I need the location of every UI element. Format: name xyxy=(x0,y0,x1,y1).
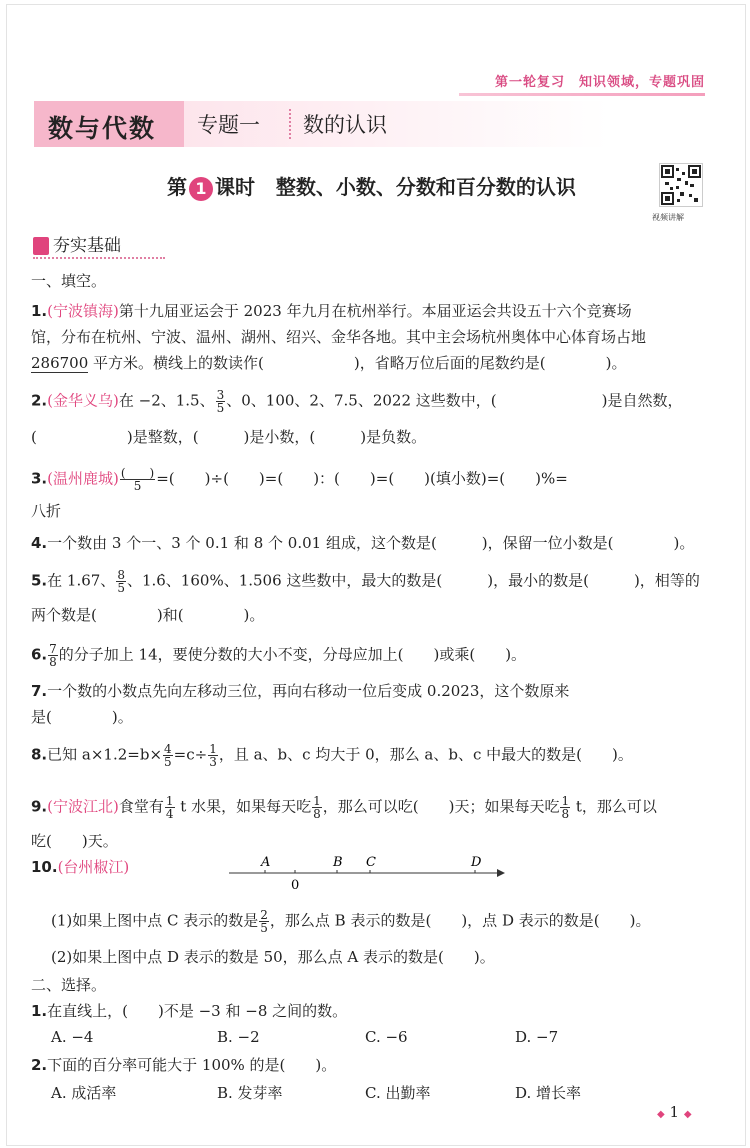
q9-fraction1 xyxy=(165,795,175,820)
q9-line1 xyxy=(31,795,657,820)
q9-frac1-num: 1 xyxy=(165,794,174,808)
q1-number: 1. xyxy=(31,302,48,320)
p2-q1-option-c: C. −6 xyxy=(365,1028,408,1046)
q9-text-d: t，那么可以 xyxy=(571,797,657,816)
q3-text2: 八折 xyxy=(31,502,62,520)
q9-source: (宁波江北) xyxy=(47,797,119,816)
lesson-topic: 整数、小数、分数和百分数的认识 xyxy=(275,175,576,199)
section-title: 夯实基础 xyxy=(53,236,121,256)
q2-frac-den: 5 xyxy=(216,401,225,415)
q10-sub1-b: ，那么点 B 表示的数是( )，点 D 表示的数是( )。 xyxy=(269,911,651,930)
q9-number: 9. xyxy=(31,797,48,816)
q5-number: 5. xyxy=(31,571,48,590)
q2-line1 xyxy=(31,389,682,414)
q8-fraction1 xyxy=(163,743,173,768)
label-zero: 0 xyxy=(291,878,300,893)
header-rule xyxy=(459,93,705,96)
q8-frac2-den: 3 xyxy=(209,755,217,769)
q5-line1 xyxy=(31,569,700,594)
q3-line1 xyxy=(31,467,568,492)
q4-text: 一个数由 3 个一、3 个 0.1 和 8 个 0.01 组成，这个数是( )，保留一位小数是( )。 xyxy=(47,534,695,552)
q2-fraction xyxy=(216,389,226,414)
q4-number: 4. xyxy=(31,534,48,552)
q10-sub2: (2)如果上图中点 D 表示的数是 50，那么点 A 表示的数是( )。 xyxy=(51,948,495,966)
q2-text2: ( )是整数，( )是小数，( )是负数。 xyxy=(31,428,427,446)
q8-frac1-den: 5 xyxy=(164,755,172,769)
q3-frac-num: ( ) xyxy=(120,466,155,480)
q8-frac1-num: 4 xyxy=(164,742,172,756)
label-a: A xyxy=(261,855,271,870)
lesson-prefix: 第 xyxy=(167,175,187,199)
q10-source: (台州椒江) xyxy=(57,858,130,876)
q8-frac2-num: 1 xyxy=(209,742,217,756)
lesson-title xyxy=(167,171,576,201)
topic-separator xyxy=(289,109,291,139)
q5-frac-num: 8 xyxy=(117,568,125,582)
q3-number: 3. xyxy=(31,469,48,488)
q9-frac2-den: 8 xyxy=(313,807,321,821)
p2-q2-line xyxy=(31,1055,336,1075)
p2-q2-text: 下面的百分率可能大于 100% 的是( )。 xyxy=(47,1056,337,1074)
q5-text1b: 、1.6̇、160%、1.506 这些数中，最大的数是( )，最小的数是( )，相等的 xyxy=(126,571,700,590)
q10-frac-den: 5 xyxy=(260,921,268,935)
q1-text2: 馆，分布在杭州、宁波、温州、湖州、绍兴、金华各地。其中主会场杭州奥体中心体育场占地 xyxy=(31,328,647,346)
q3-fraction xyxy=(120,467,155,492)
q6-frac-den: 8 xyxy=(49,655,57,669)
q2-frac-num: 3 xyxy=(216,388,225,402)
label-b: B xyxy=(333,855,343,870)
p2-q1-option-b: B. −2 xyxy=(217,1028,260,1046)
p2-q2-option-d: D. 增长率 xyxy=(515,1084,582,1102)
q10-sub1 xyxy=(51,909,650,934)
q5-text2: 两个数是( )和( )。 xyxy=(31,606,265,624)
number-line xyxy=(227,853,517,895)
chapter-box xyxy=(34,101,184,147)
p2-q2-option-a: A. 成活率 xyxy=(51,1084,117,1102)
q9-text-a: 食堂有 xyxy=(118,797,164,816)
q5-frac-den: 5 xyxy=(117,581,125,595)
qr-label: 视频讲解 xyxy=(652,213,684,222)
q8-number: 8. xyxy=(31,745,48,764)
page-number-value: 1 xyxy=(669,1103,680,1121)
topic-name: 数的认识 xyxy=(303,113,387,137)
q10-number: 10. xyxy=(31,858,58,876)
label-c: C xyxy=(366,855,376,870)
q8-fraction2 xyxy=(208,743,218,768)
q8-text-b: =c÷ xyxy=(173,745,208,764)
p2-q1-option-a: A. −4 xyxy=(51,1028,94,1046)
p2-q1-text: 在直线上，( )不是 −3 和 −8 之间的数。 xyxy=(47,1002,348,1020)
q3-frac-den: 5 xyxy=(133,479,142,493)
q7-text2: 是( )。 xyxy=(31,708,133,726)
q1-line3 xyxy=(31,353,626,373)
q9-frac2-num: 1 xyxy=(313,794,321,808)
q1-text3: 平方米。横线上的数读作( )，省略万位后面的尾数约是( )。 xyxy=(88,354,627,372)
q8-text-a: 已知 a×1.2=b× xyxy=(47,745,163,764)
q7-number: 7. xyxy=(31,682,48,700)
q3-text1: =( )÷( )=( )：( )=( )(填小数)=( )%= xyxy=(156,469,568,488)
q9-text2: 吃( )天。 xyxy=(31,832,118,850)
section-underline xyxy=(33,255,165,259)
q8-text-c: ，且 a、b、c 均大于 0，那么 a、b、c 中最大的数是( )。 xyxy=(218,745,633,764)
q9-fraction3 xyxy=(560,795,570,820)
chapter-title: 数与代数 xyxy=(48,114,157,143)
notebook-icon xyxy=(33,237,49,255)
q6-line xyxy=(31,643,526,668)
q6-fraction xyxy=(48,643,58,668)
part1-title: 一、填空。 xyxy=(31,272,107,290)
p2-q1-line xyxy=(31,1001,347,1021)
q9-text-c: ，那么可以吃( )天；如果每天吃 xyxy=(322,797,560,816)
q1-text1: 第十九届亚运会于 2023 年九月在杭州举行。本届亚运会共设五十六个竞赛场 xyxy=(118,302,632,320)
q9-frac1-den: 4 xyxy=(165,807,174,821)
q10-sub1-a: (1)如果上图中点 C 表示的数是 xyxy=(51,911,259,930)
header-series-text: 第一轮复习 知识领域，专题巩固 xyxy=(494,75,705,90)
q8-line xyxy=(31,743,633,768)
q10-header xyxy=(31,857,129,877)
q5-fraction xyxy=(116,569,126,594)
q1-number-value: 286700 xyxy=(31,354,89,372)
q2-number: 2. xyxy=(31,391,48,410)
part2-title: 二、选择。 xyxy=(31,976,107,994)
page-dot-left-icon: ◆ xyxy=(657,1109,665,1120)
q9-frac3-den: 8 xyxy=(561,807,570,821)
lesson-number: 1 xyxy=(189,177,213,201)
q5-text1a: 在 1.67、 xyxy=(47,571,116,590)
section-tag xyxy=(33,231,121,256)
q10-frac-num: 2 xyxy=(260,908,268,922)
page xyxy=(6,4,746,1146)
q9-text-b: t 水果，如果每天吃 xyxy=(175,797,312,816)
page-number xyxy=(657,1103,692,1121)
q2-source: (金华义乌) xyxy=(47,391,119,410)
q9-frac3-num: 1 xyxy=(561,794,570,808)
q1-source: (宁波镇海) xyxy=(47,302,119,320)
p2-q2-option-c: C. 出勤率 xyxy=(365,1084,431,1102)
q7-line1 xyxy=(31,681,569,701)
q2-text1a: 在 −2、1.5、 xyxy=(118,391,215,410)
q10-fraction xyxy=(259,909,269,934)
q2-text1b: 、0、100、2、7.5、2022 这些数中，( )是自然数， xyxy=(226,391,683,410)
p2-q1-number: 1. xyxy=(31,1002,48,1020)
q4-line xyxy=(31,533,694,553)
label-d: D xyxy=(471,855,482,870)
qr-code-icon[interactable] xyxy=(659,163,703,207)
page-dot-right-icon: ◆ xyxy=(683,1109,692,1120)
number-line-arrow xyxy=(497,869,505,877)
q7-text1: 一个数的小数点先向左移动三位，再向右移动一位后变成 0.2023，这个数原来 xyxy=(47,682,570,700)
q6-number: 6. xyxy=(31,645,48,664)
p2-q1-option-d: D. −7 xyxy=(515,1028,559,1046)
q6-text: 的分子加上 14，要使分数的大小不变，分母应加上( )或乘( )。 xyxy=(58,645,527,664)
lesson-suffix: 课时 xyxy=(215,175,255,199)
q1-line1 xyxy=(31,301,632,321)
q3-source: (温州鹿城) xyxy=(47,469,119,488)
q9-fraction2 xyxy=(312,795,322,820)
p2-q2-number: 2. xyxy=(31,1056,48,1074)
topic-label: 专题一 xyxy=(197,113,260,137)
p2-q2-option-b: B. 发芽率 xyxy=(217,1084,283,1102)
q6-frac-num: 7 xyxy=(49,642,57,656)
